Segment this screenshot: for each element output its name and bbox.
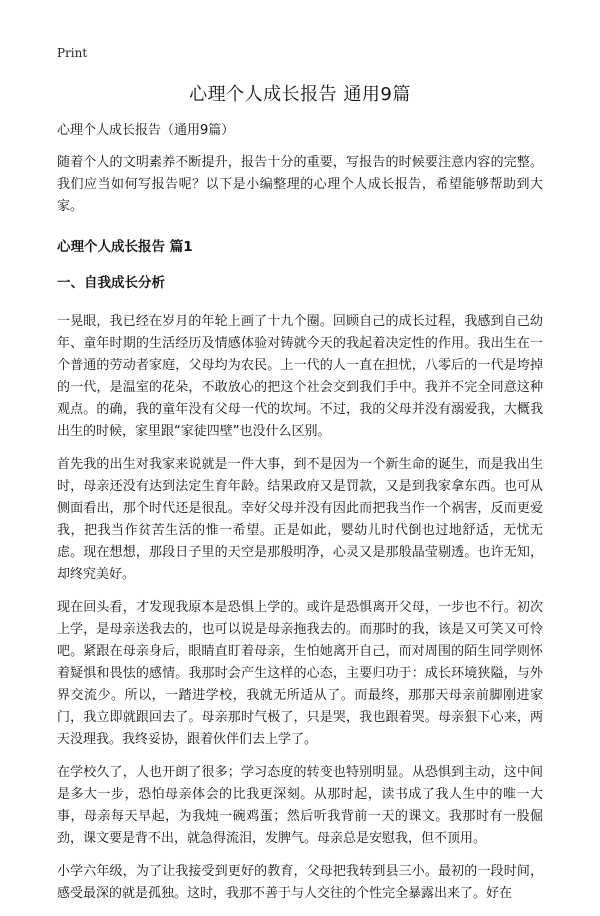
- body-paragraph-2: 首先我的出生对我家来说就是一件大事，到不是因为一个新生命的诞生，而是我出生时，母亲还没有达到法定生育年龄。结果政府又是罚款，又是到我家拿东西。也可从侧面看出，那个时代还是很乱。幸好父母并没有因此而把我当作一个祸害，反而更爱我，把我当作贫苦生活的惟一希望。正是如此，婴幼儿时代倒也过地舒适，无忧无虑。现在想想，那段日子里的天空是那般明净，心灵又是那般晶莹剔透。也许无知，却终究美好。: [57, 457, 543, 582]
- section-heading: 心理个人成长报告 篇1: [57, 239, 193, 255]
- subsection-heading: 一、自我成长分析: [57, 275, 165, 291]
- body-paragraph-3: 现在回头看，才发现我原本是恐惧上学的。或许是恐惧离开父母，一步也不行。初次上学，是母亲送我去的，也可以说是母亲拖我去的。而那时的我，该是又可笑又可怜吧。紧跟在母亲身后，眼睛直盯着母亲，生怕她离开自己，而对周围的陌生同学则怀着疑惧和畏怯的感情。我那时会产生这样的心态，主要归功于：成长环境狭隘，与外界交流少。所以，一踏进学校，我就无所适从了。而最终，那那天母亲前脚刚进家门，我立即就跟回去了。母亲那时气极了，只是哭，我也跟着哭。母亲狠下心来，两天没理我。我终妥协，跟着伙伴们去上学了。: [57, 600, 543, 747]
- print-link[interactable]: Print: [57, 46, 88, 60]
- document-subtitle: 心理个人成长报告（通用9篇）: [57, 123, 235, 138]
- body-paragraph-4: 在学校久了，人也开朗了很多；学习态度的转变也特别明显。从恐惧到主动，这中间是多大一步，恐怕母亲体会的比我更深刻。从那时起，读书成了我人生中的唯一大事，母亲每天早起，为我炖一碗鸡蛋；然后听我背前一天的课文。我那时有一股倔劲，课文要是背不出，就急得流泪，发脾气。母亲总是安慰我，但不顶用。: [57, 765, 543, 846]
- document-title: 心理个人成长报告 通用9篇: [189, 84, 411, 105]
- body-paragraph-5: 小学六年级，为了让我接受到更好的教育，父母把我转到县三小。最初的一段时间，感受最深的就是孤独。这时，我那不善于与人交往的个性完全暴露出来了。好在: [57, 864, 543, 901]
- intro-paragraph: 随着个人的文明素养不断提升，报告十分的重要，写报告的时候要注意内容的完整。我们应当如何写报告呢？以下是小编整理的心理个人成长报告，希望能够帮助到大家。: [57, 155, 543, 214]
- body-paragraph-1: 一晃眼，我已经在岁月的年轮上画了十九个圈。回顾自己的成长过程，我感到自己幼年、童年时期的生活经历及情感体验对铸就今天的我起着决定性的作用。我出生在一个普通的劳动者家庭，父母均为农民。上一代的人一直在担忧，八零后的一代是垮掉的一代，是温室的花朵，不敢放心的把这个社会交到我们手中。我并不完全同意这种观点。的确，我的童年没有父母一代的坎坷。不过，我的父母并没有溺爱我，大概我出生的时候，家里跟“家徒四壁”也没什么区别。: [57, 314, 543, 439]
- document-body: [57, 120, 543, 916]
